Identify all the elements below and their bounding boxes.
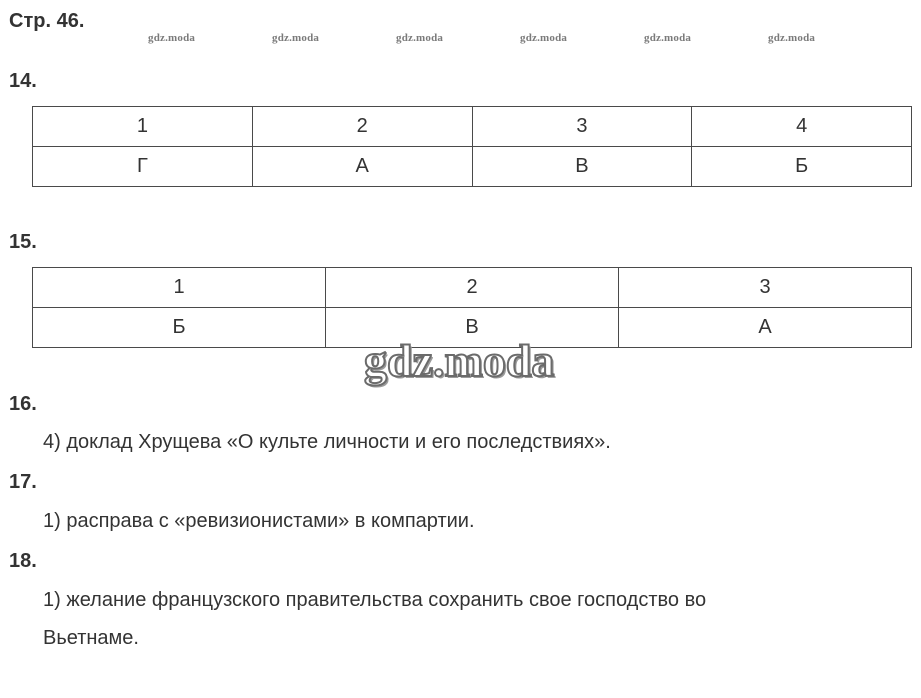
table-header-cell: 2 xyxy=(326,268,619,308)
task-17-answer: 1) расправа с «ревизионистами» в компартии. xyxy=(43,510,475,532)
table-answer-cell: А xyxy=(252,147,472,187)
watermark-logo: gdz.moda xyxy=(364,335,555,386)
watermark-text: gdz.moda xyxy=(148,32,196,44)
task-16-answer: 4) доклад Хрущева «О культе личности и его последствиях». xyxy=(43,431,611,453)
watermark-text: gdz.moda xyxy=(396,32,444,44)
table-answer-cell: В xyxy=(326,308,619,348)
page-title: Стр. 46. xyxy=(9,10,85,32)
table-row xyxy=(33,107,912,147)
table-answer-cell: В xyxy=(472,147,692,187)
task-16-number: 16. xyxy=(9,393,37,415)
table-row xyxy=(33,268,912,308)
watermark-text: gdz.moda xyxy=(768,32,816,44)
table-header-cell: 3 xyxy=(619,268,912,308)
table-answer-cell: Б xyxy=(692,147,912,187)
task-18-number: 18. xyxy=(9,550,37,572)
watermark-text: gdz.moda xyxy=(644,32,692,44)
task-14-number: 14. xyxy=(9,70,37,92)
table-header-cell: 3 xyxy=(472,107,692,147)
table-header-cell: 4 xyxy=(692,107,912,147)
table-header-cell: 1 xyxy=(33,107,253,147)
task-14-table xyxy=(32,106,912,187)
task-17-number: 17. xyxy=(9,471,37,493)
task-18-answer-line-1: 1) желание французского правительства сохранить свое господство во xyxy=(43,589,707,611)
table-header-cell: 2 xyxy=(252,107,472,147)
table-answer-cell: Г xyxy=(33,147,253,187)
watermark-text: gdz.moda xyxy=(272,32,320,44)
watermark-text: gdz.moda xyxy=(520,32,568,44)
table-header-cell: 1 xyxy=(33,268,326,308)
table-answer-cell: Б xyxy=(33,308,326,348)
task-18-answer-line-2: Вьетнаме. xyxy=(43,627,139,649)
table-answer-cell: А xyxy=(619,308,912,348)
task-15-number: 15. xyxy=(9,231,37,253)
table-row xyxy=(33,147,912,187)
